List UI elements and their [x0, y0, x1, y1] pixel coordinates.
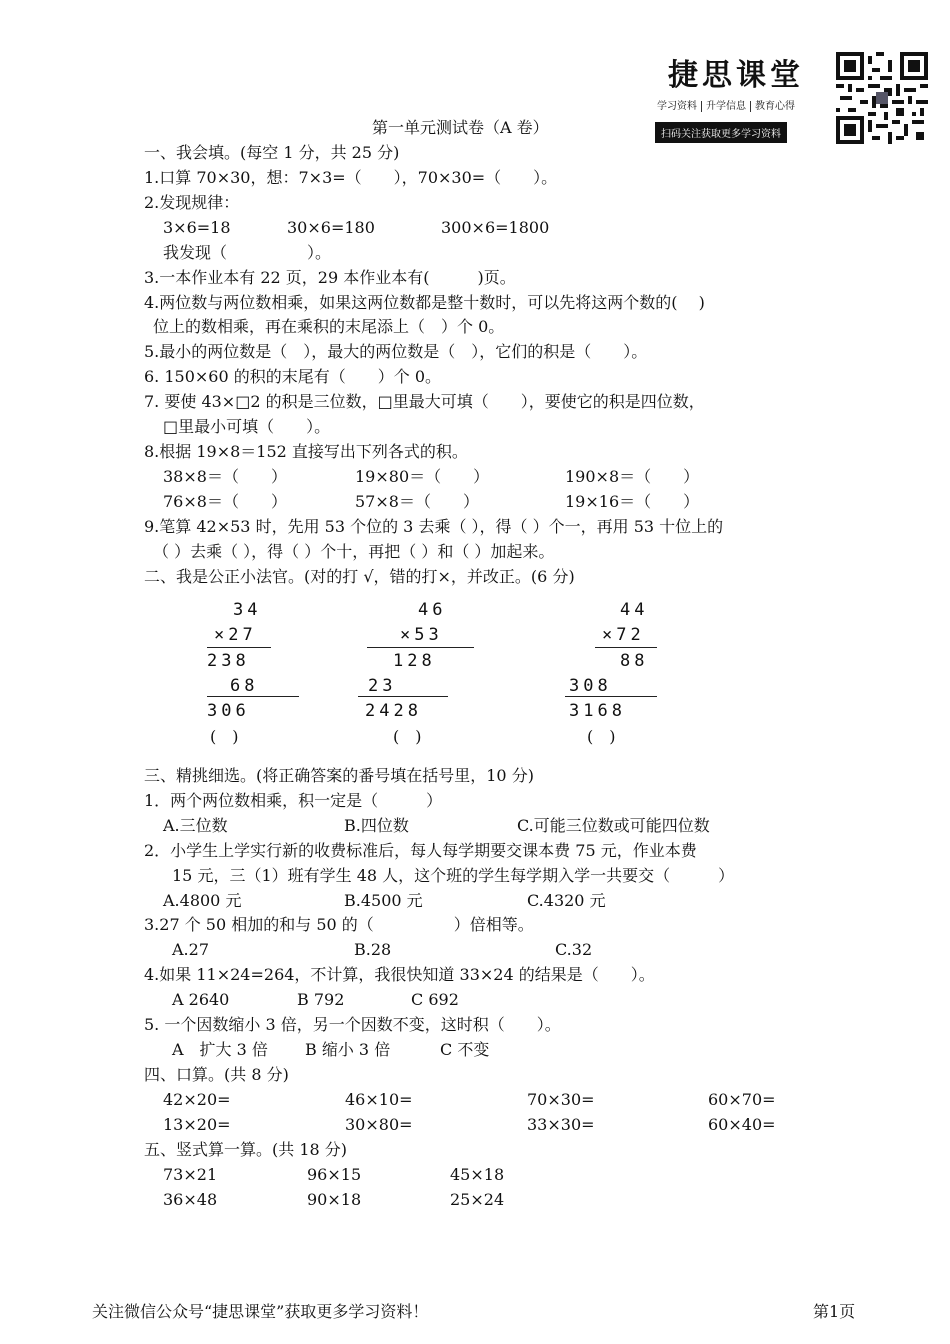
vertical-calc-item: 36×48 — [163, 1190, 218, 1209]
question-text: 5. 一个因数缩小 3 倍，另一个因数不变，这时积（ ）。 — [144, 1015, 561, 1034]
brand-title: 捷思课堂 — [668, 58, 804, 93]
calc-row: 46 — [418, 600, 447, 620]
mental-math-item: 60×40= — [708, 1115, 776, 1134]
option: B.4500 元 — [344, 891, 423, 910]
option: A.三位数 — [163, 816, 228, 835]
brand-bar: 扫码关注获取更多学习资料 — [655, 122, 787, 143]
section-1-heading: 一、我会填。(每空 1 分，共 25 分) — [144, 143, 400, 162]
question-text: 2.发现规律： — [144, 193, 240, 212]
option: C.4320 元 — [527, 891, 606, 910]
product-item: 19×80＝（ ） — [355, 467, 490, 486]
question-text: □里最小可填（ ）。 — [163, 417, 331, 436]
calc-row: 23 — [368, 676, 397, 696]
question-text: 4.两位数与两位数相乘，如果这两位数都是整十数时，可以先将这两个数的( ) — [144, 293, 705, 312]
question-text: 9.笔算 42×53 时，先用 53 个位的 3 去乘（ ），得（ ）个一，再用 53 十位上的 — [144, 517, 724, 536]
question-text: 3.27 个 50 相加的和与 50 的（ ）倍相等。 — [144, 915, 534, 934]
calc-row: 68 — [230, 676, 259, 696]
calc-line — [207, 647, 271, 648]
question-text: 3.一本作业本有 22 页，29 本作业本有( )页。 — [144, 268, 516, 287]
answer-paren: ( ) — [587, 727, 616, 746]
pattern-item: 30×6=180 — [287, 218, 375, 237]
question-text: 4.如果 11×24=264，不计算，我很快知道 33×24 的结果是（ ）。 — [144, 965, 655, 984]
section-3-heading: 三、精挑细选。(将正确答案的番号填在括号里，10 分) — [144, 766, 534, 785]
mental-math-item: 60×70= — [708, 1090, 776, 1109]
calc-line — [595, 647, 657, 648]
vertical-calc-item: 25×24 — [450, 1190, 505, 1209]
page-title: 第一单元测试卷（A 卷） — [372, 118, 549, 137]
mental-math-item: 42×20= — [163, 1090, 231, 1109]
question-text: 6. 150×60 的积的末尾有（ ）个 0。 — [144, 367, 442, 386]
calc-row: 88 — [620, 651, 649, 671]
calc-row: 44 — [620, 600, 649, 620]
question-text: 我发现（ ）。 — [163, 243, 332, 262]
mental-math-item: 30×80= — [345, 1115, 413, 1134]
answer-paren: ( ) — [210, 727, 239, 746]
question-text: 8.根据 19×8＝152 直接写出下列各式的积。 — [144, 442, 468, 461]
brand-tag: 学习资料 — [653, 101, 702, 112]
section-5-heading: 五、竖式算一算。(共 18 分) — [144, 1140, 348, 1159]
calc-row: 308 — [569, 676, 612, 696]
product-item: 76×8＝（ ） — [163, 492, 287, 511]
calc-line — [565, 696, 657, 697]
pattern-item: 300×6=1800 — [441, 218, 550, 237]
vertical-calc-item: 45×18 — [450, 1165, 505, 1184]
mental-math-item: 33×30= — [527, 1115, 595, 1134]
question-text: 2．小学生上学实行新的收费标准后，每人每学期要交课本费 75 元，作业本费 — [144, 841, 697, 860]
answer-paren: ( ) — [393, 727, 422, 746]
question-text: 7. 要使 43×□2 的积是三位数，□里最大可填（ ），要使它的积是四位数， — [144, 392, 705, 411]
calc-line — [358, 696, 448, 697]
brand-tag: 升学信息 — [702, 101, 751, 112]
option: A.4800 元 — [163, 891, 242, 910]
product-item: 38×8＝（ ） — [163, 467, 287, 486]
option: B.28 — [354, 940, 392, 959]
brand-tag: 教育心得 — [755, 101, 795, 112]
calc-row: 34 — [233, 600, 262, 620]
vertical-calc-item: 96×15 — [307, 1165, 362, 1184]
calc-row: ×53 — [400, 625, 443, 645]
page-number: 第1页 — [813, 1302, 856, 1321]
calc-line — [207, 696, 299, 697]
mental-math-item: 13×20= — [163, 1115, 231, 1134]
calc-row: 238 — [207, 651, 250, 671]
product-item: 19×16＝（ ） — [565, 492, 700, 511]
question-text: 1.口算 70×30，想：7×3=（ ），70×30=（ ）。 — [144, 168, 558, 187]
calc-row: 3168 — [569, 701, 626, 721]
option: A 扩大 3 倍 — [172, 1040, 268, 1059]
question-text: 15 元，三（1）班有学生 48 人，这个班的学生每学期入学一共要交（ ） — [172, 866, 735, 885]
brand-tags — [653, 97, 799, 112]
option: A 2640 — [172, 990, 230, 1009]
question-text: 5.最小的两位数是（ ），最大的两位数是（ ），它们的积是（ ）。 — [144, 342, 648, 361]
option: B 缩小 3 倍 — [305, 1040, 391, 1059]
vertical-calc-item: 73×21 — [163, 1165, 218, 1184]
pattern-item: 3×6=18 — [163, 218, 231, 237]
question-text: 位上的数相乘，再在乘积的末尾添上（ ）个 0。 — [153, 317, 505, 336]
mental-math-item: 46×10= — [345, 1090, 413, 1109]
option: A.27 — [172, 940, 209, 959]
product-item: 190×8＝（ ） — [565, 467, 700, 486]
option: C.可能三位数或可能四位数 — [517, 816, 710, 835]
calc-line — [367, 647, 474, 648]
mental-math-item: 70×30= — [527, 1090, 595, 1109]
question-text: （ ）去乘（ ），得（ ）个十，再把（ ）和（ ）加起来。 — [153, 542, 555, 561]
option: C.32 — [555, 940, 593, 959]
calc-row: ×27 — [214, 625, 257, 645]
option: C 692 — [411, 990, 459, 1009]
vertical-calc-item: 90×18 — [307, 1190, 362, 1209]
question-text: 1．两个两位数相乘，积一定是（ ） — [144, 791, 443, 810]
calc-row: 2428 — [365, 701, 422, 721]
calc-row: 306 — [207, 701, 250, 721]
section-2-heading: 二、我是公正小法官。(对的打 √，错的打×，并改正。(6 分) — [144, 567, 575, 586]
calc-row: ×72 — [602, 625, 645, 645]
option: B 792 — [297, 990, 345, 1009]
option: B.四位数 — [344, 816, 409, 835]
option: C 不变 — [440, 1040, 490, 1059]
product-item: 57×8＝（ ） — [355, 492, 479, 511]
calc-row: 128 — [393, 651, 436, 671]
footer-note: 关注微信公众号“捷思课堂”获取更多学习资料！ — [92, 1302, 429, 1321]
section-4-heading: 四、口算。(共 8 分) — [144, 1065, 289, 1084]
qr-code-icon — [836, 52, 928, 144]
